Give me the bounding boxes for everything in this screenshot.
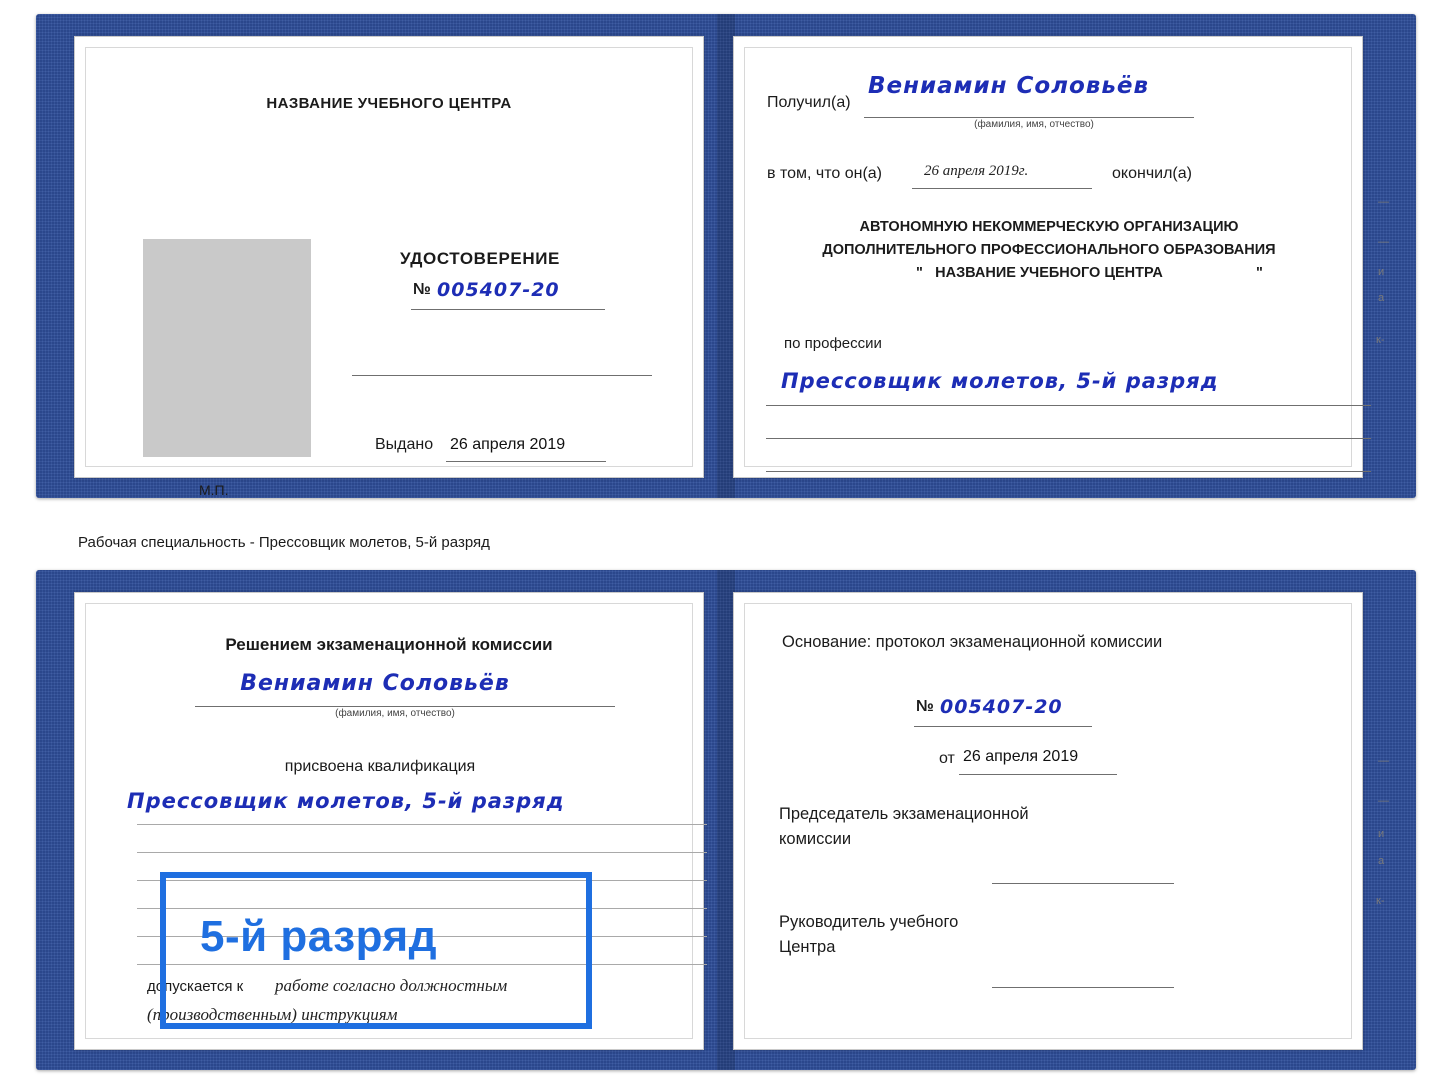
- issued-date-rule: [446, 461, 606, 462]
- organization-line-2: ДОПОЛНИТЕЛЬНОГО ПРОФЕССИОНАЛЬНОГО ОБРАЗОВАНИЯ: [822, 242, 1276, 258]
- profession-value: Прессовщик молетов, 5-й разряд: [781, 369, 1219, 393]
- allowed-label: допускается к: [147, 978, 244, 995]
- edge-mark-5: к-: [1376, 895, 1385, 907]
- qualification-label: присвоена квалификация: [284, 758, 476, 775]
- chairman-signature-rule: [992, 883, 1174, 884]
- photo-placeholder: [143, 239, 311, 457]
- edge-mark-3: и: [1378, 266, 1385, 278]
- profession-rule-2: [766, 438, 1371, 439]
- edge-mark-4: а: [1378, 855, 1385, 867]
- qualification-value: Прессовщик молетов, 5-й разряд: [127, 789, 565, 813]
- edge-mark-4: а: [1378, 292, 1385, 304]
- organization-quote-close: ": [1256, 265, 1263, 281]
- name-hint-top: (фамилия, имя, отчество): [974, 119, 1094, 130]
- that-he-label: в том, что он(а): [767, 165, 882, 182]
- profession-rule-3: [766, 471, 1371, 472]
- training-center-name-top: НАЗВАНИЕ УЧЕБНОГО ЦЕНТРА: [266, 95, 512, 112]
- edge-mark-3: и: [1378, 828, 1385, 840]
- from-date-rule: [959, 774, 1117, 775]
- chairman-line-1: Председатель экзаменационной: [779, 805, 1029, 823]
- completed-date: 26 апреля 2019г.: [924, 163, 1029, 179]
- from-label: от: [939, 750, 955, 767]
- issued-date: 26 апреля 2019: [450, 436, 566, 453]
- received-label: Получил(а): [767, 94, 851, 111]
- head-line-1: Руководитель учебного: [779, 913, 959, 931]
- edge-mark-2: —: [1378, 795, 1389, 807]
- qual-rule-1: [137, 824, 707, 825]
- page-caption: Рабочая специальность - Прессовщик молетов, 5-й разряд: [78, 534, 490, 551]
- protocol-number-rule: [914, 726, 1092, 727]
- chairman-line-2: комиссии: [779, 830, 852, 848]
- certificate-top: [36, 14, 1416, 498]
- organization-line-1: АВТОНОМНУЮ НЕКОММЕРЧЕСКУЮ ОРГАНИЗАЦИЮ: [859, 219, 1239, 235]
- completed-date-rule: [912, 188, 1092, 189]
- certificate-number-value: 005407-20: [437, 279, 560, 301]
- edge-mark-5: к-: [1376, 334, 1385, 346]
- profession-rule-1: [766, 405, 1371, 406]
- student-name-rule: [195, 706, 615, 707]
- protocol-number-label: №: [916, 698, 934, 715]
- protocol-number-value: 005407-20: [940, 696, 1063, 718]
- head-signature-rule: [992, 987, 1174, 988]
- commission-decision-title: Решением экзаменационной комиссии: [225, 635, 553, 654]
- organization-quote-open: ": [916, 265, 923, 281]
- qual-rule-2: [137, 852, 707, 853]
- received-name-rule: [864, 117, 1194, 118]
- allowed-value-line-2: (производственным) инструкциям: [147, 1005, 398, 1024]
- edge-mark-1: —: [1378, 755, 1389, 767]
- highlight-label: 5-й разряд: [200, 912, 438, 961]
- certificate-number-rule: [411, 309, 605, 310]
- received-name: Вениамин Соловьёв: [868, 73, 1150, 99]
- certificate-top-left-page: [74, 36, 704, 498]
- student-name-bottom: Вениамин Соловьёв: [240, 671, 510, 696]
- edge-mark-1: —: [1378, 196, 1389, 208]
- name-hint-bottom: (фамилия, имя, отчество): [335, 708, 455, 719]
- certificate-number-label: №: [413, 281, 431, 298]
- certificate-bottom-right-page: [733, 592, 1363, 1050]
- certificate-top-right-page: [733, 36, 1363, 478]
- edge-mark-2: —: [1378, 236, 1389, 248]
- issued-label: Выдано: [375, 436, 434, 453]
- finished-label: окончил(а): [1112, 165, 1192, 182]
- head-line-2: Центра: [779, 938, 836, 956]
- allowed-value-line-1: работе согласно должностным: [275, 976, 508, 995]
- blank-rule-1: [352, 375, 652, 376]
- from-date: 26 апреля 2019: [963, 748, 1079, 765]
- profession-label: по профессии: [784, 335, 882, 352]
- organization-name: НАЗВАНИЕ УЧЕБНОГО ЦЕНТРА: [935, 265, 1163, 281]
- seal-label: М.П.: [199, 482, 229, 498]
- certificate-title: УДОСТОВЕРЕНИЕ: [399, 249, 560, 268]
- basis-label: Основание: протокол экзаменационной комиссии: [782, 633, 1163, 651]
